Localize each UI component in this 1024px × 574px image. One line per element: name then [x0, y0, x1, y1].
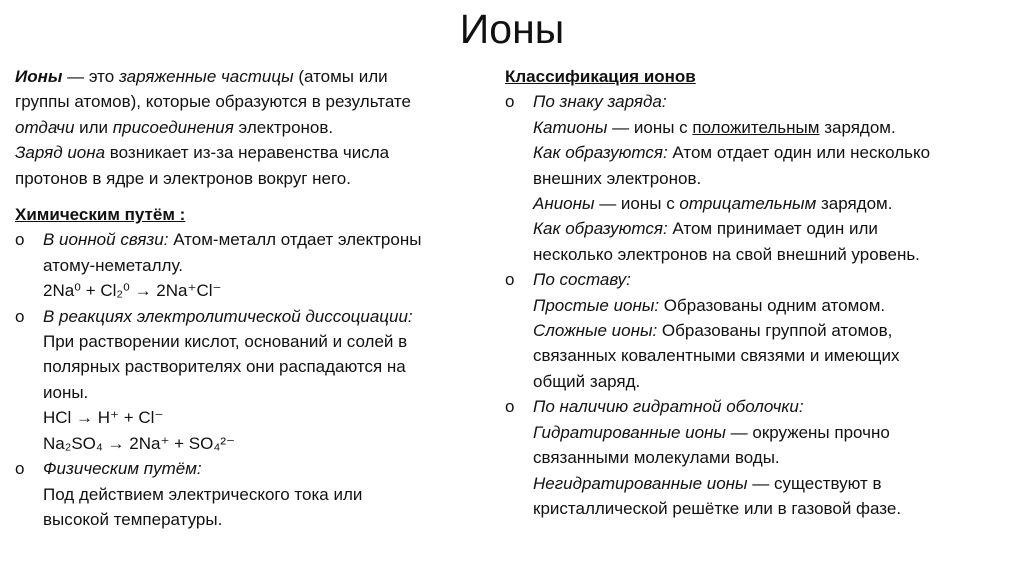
text-segment: Простые ионы:	[533, 295, 660, 315]
text-segment: Атом принимает один или	[667, 219, 878, 239]
text-line	[505, 191, 1005, 216]
text-segment: присоединения	[112, 117, 234, 137]
text-segment: Сложные ионы:	[533, 321, 658, 341]
text-line	[505, 471, 1005, 496]
text-segment: зарядом.	[816, 194, 893, 214]
text-line	[15, 482, 495, 507]
text-segment: внешних электронов.	[533, 168, 702, 188]
text-segment: По наличию гидратной оболочки:	[533, 397, 804, 417]
text-line	[15, 115, 495, 140]
text-segment: протонов в ядре и электронов вокруг него.	[15, 168, 351, 188]
text-segment: ионы.	[43, 382, 89, 402]
text-segment: Анионы	[533, 194, 595, 214]
text-line	[15, 202, 495, 227]
text-line	[15, 354, 495, 379]
text-segment: электронов.	[233, 117, 334, 137]
text-segment: заряженные частицы	[118, 67, 294, 86]
text-line	[505, 64, 1005, 89]
text-segment: Заряд иона	[15, 143, 106, 163]
text-segment: Химическим путём :	[15, 205, 186, 225]
text-segment: группы атомов), которые образуются в результате	[15, 92, 411, 112]
bullet-icon: o	[15, 459, 25, 479]
text-line	[15, 507, 495, 532]
text-segment: зарядом.	[819, 117, 896, 137]
text-segment: В ионной связи:	[43, 230, 169, 250]
text-segment: Как образуются:	[533, 143, 668, 163]
text-segment: Классификация ионов	[505, 67, 696, 86]
text-segment: Катионы	[533, 117, 608, 137]
text-line	[505, 140, 1005, 165]
right-column	[505, 64, 1005, 521]
text-segment: HCl → H⁺ + Cl⁻	[43, 408, 164, 428]
bullet-icon: o	[505, 397, 515, 417]
bullet-item	[505, 394, 1005, 419]
text-line	[505, 242, 1005, 267]
bullet-item	[15, 456, 495, 481]
text-line	[505, 318, 1005, 343]
text-line	[505, 216, 1005, 241]
text-line	[15, 64, 495, 89]
bullet-item	[15, 304, 495, 329]
text-line	[505, 369, 1005, 394]
text-line	[505, 115, 1005, 140]
text-segment: Na₂SO₄ → 2Na⁺ + SO₄²⁻	[43, 433, 235, 453]
text-segment: Атом-металл отдает электроны	[168, 230, 422, 250]
text-line	[505, 343, 1005, 368]
bullet-icon: o	[505, 92, 515, 112]
text-line	[505, 166, 1005, 191]
text-segment: По знаку заряда:	[533, 92, 667, 112]
text-segment: несколько электронов на свой внешний уровень.	[533, 244, 920, 264]
text-segment: Физическим путём:	[43, 459, 202, 479]
text-segment: атому-неметаллу.	[43, 255, 184, 275]
text-line	[505, 420, 1005, 445]
text-segment: Атом отдает один или несколько	[667, 143, 931, 163]
slide-title: Ионы	[459, 6, 565, 52]
text-segment: — окружены прочно	[725, 422, 890, 442]
text-line	[15, 89, 495, 114]
text-segment: Гидратированные ионы	[533, 422, 726, 442]
text-line	[15, 140, 495, 165]
text-segment: При растворении кислот, оснований и солей в	[43, 332, 408, 352]
text-line	[15, 278, 495, 303]
text-segment: Под действием электрического тока или	[43, 484, 363, 504]
text-segment: По составу:	[533, 270, 631, 290]
text-line	[505, 293, 1005, 318]
bullet-item	[505, 89, 1005, 114]
text-segment: — существуют в	[747, 473, 882, 493]
bullet-icon: o	[505, 270, 515, 290]
text-line	[15, 253, 495, 278]
text-segment: возникает из-за неравенства числа	[105, 143, 390, 163]
bullet-item	[15, 227, 495, 252]
text-segment: связанных ковалентными связями и имеющих	[533, 346, 900, 366]
text-segment: В реакциях электролитической диссоциации:	[43, 306, 413, 326]
text-segment: Образованы одним атомом.	[659, 295, 886, 315]
bullet-icon: o	[15, 306, 25, 326]
text-segment: 2Na⁰ + Cl₂⁰ → 2Na⁺Cl⁻	[43, 281, 222, 301]
text-segment: Образованы группой атомов,	[657, 321, 893, 341]
text-segment: высокой температуры.	[43, 509, 223, 529]
text-line	[15, 431, 495, 456]
text-line	[15, 166, 495, 191]
bullet-item	[505, 267, 1005, 292]
text-segment: положительным	[692, 117, 820, 137]
text-segment: Негидратированные ионы	[533, 473, 748, 493]
text-segment: отрицательным	[679, 194, 817, 214]
bullet-icon: o	[15, 230, 25, 250]
text-line	[15, 329, 495, 354]
text-segment: отдачи	[15, 117, 75, 137]
text-line	[505, 445, 1005, 470]
text-segment: полярных растворителях они распадаются на	[43, 357, 406, 377]
text-segment: Как образуются:	[533, 219, 668, 239]
text-segment: Ионы	[15, 67, 63, 86]
left-column	[15, 64, 495, 532]
text-segment: — это	[62, 67, 119, 86]
text-segment: — ионы с	[607, 117, 693, 137]
text-segment: или	[74, 117, 113, 137]
text-line	[15, 405, 495, 430]
text-line	[15, 380, 495, 405]
text-segment: — ионы с	[594, 194, 680, 214]
text-segment: общий заряд.	[533, 371, 641, 391]
text-segment: кристаллической решётке или в газовой фазе.	[533, 498, 902, 518]
text-line	[505, 496, 1005, 521]
text-segment: связанными молекулами воды.	[533, 448, 780, 468]
text-segment: (атомы или	[293, 67, 388, 86]
